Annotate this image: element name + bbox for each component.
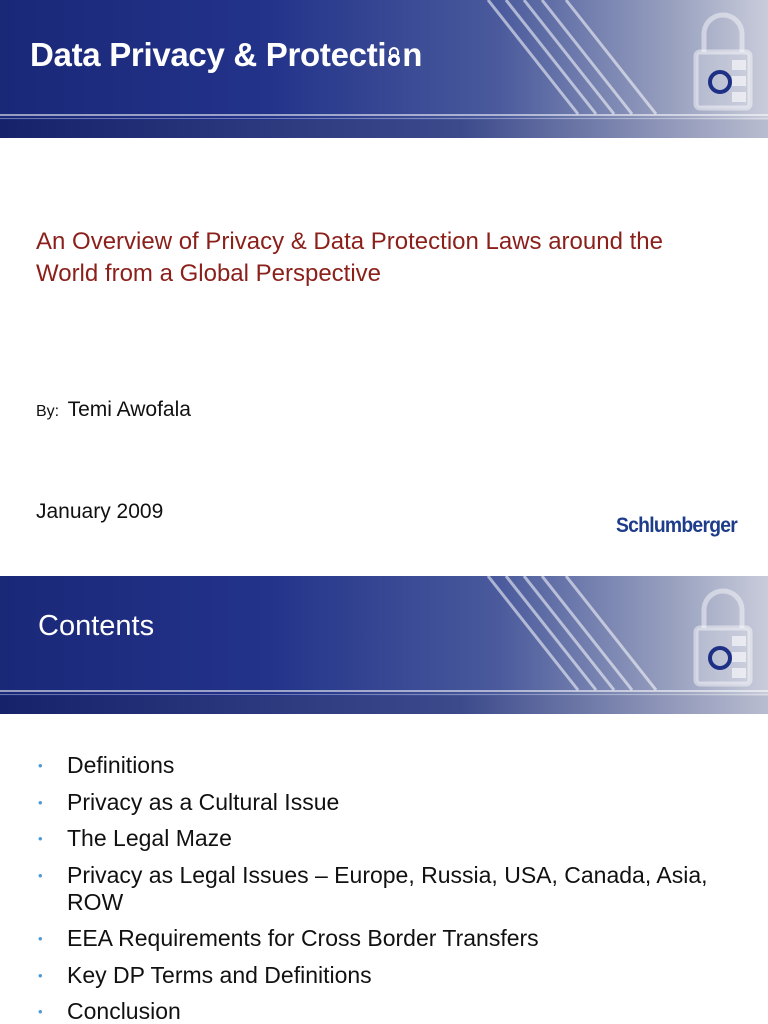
author-name: Temi Awofala — [67, 398, 191, 421]
list-item — [36, 862, 736, 916]
list-item-text: Privacy as Legal Issues – Europe, Russia, USA, Canada, Asia, ROW — [67, 861, 708, 915]
title-text-start: Data Privacy & Protecti — [30, 36, 387, 73]
list-item — [36, 925, 736, 952]
bullet-icon: • — [38, 758, 43, 773]
subtitle-line: World from a Global Perspective — [36, 260, 382, 287]
title-text-end: n — [402, 36, 423, 73]
page-title — [30, 36, 422, 74]
list-item — [36, 752, 736, 779]
banner-bottom-band — [0, 120, 768, 138]
contents-list — [36, 752, 736, 1024]
list-item-text: The Legal Maze — [67, 825, 232, 851]
by-label: By: — [36, 403, 60, 420]
slide-title: Contents — [38, 610, 155, 642]
list-item-text: EEA Requirements for Cross Border Transfers — [67, 925, 539, 951]
presentation-subtitle — [36, 226, 736, 290]
banner-divider — [0, 694, 768, 695]
banner-bottom-band — [0, 696, 768, 714]
bullet-icon: • — [38, 1004, 43, 1019]
company-logo: Schlumberger — [616, 514, 738, 537]
lock-icon — [387, 37, 401, 59]
bullet-icon: • — [38, 931, 43, 946]
banner-divider — [0, 114, 768, 116]
list-item-text: Definitions — [67, 752, 175, 778]
bullet-icon: • — [38, 831, 43, 846]
author-line — [36, 398, 191, 422]
bullet-icon: • — [38, 794, 43, 810]
list-item-text: Key DP Terms and Definitions — [67, 961, 372, 988]
banner-divider — [0, 118, 768, 119]
list-item — [36, 962, 736, 989]
list-item — [36, 789, 736, 816]
bullet-icon: • — [38, 967, 43, 983]
presentation-date: January 2009 — [36, 500, 164, 523]
banner-divider — [0, 690, 768, 692]
bullet-icon: • — [38, 867, 43, 883]
subtitle-line: An Overview of Privacy & Data Protection Laws around the — [36, 228, 663, 255]
slide-header-banner — [0, 0, 768, 138]
list-item-text: Conclusion — [67, 998, 181, 1024]
padlock-icon — [692, 584, 754, 688]
list-item — [36, 825, 736, 852]
slide-header-banner — [0, 576, 768, 714]
list-item-text: Privacy as a Cultural Issue — [67, 788, 340, 815]
contents-slide — [0, 576, 768, 1024]
padlock-icon — [692, 8, 754, 112]
list-item — [36, 998, 736, 1024]
